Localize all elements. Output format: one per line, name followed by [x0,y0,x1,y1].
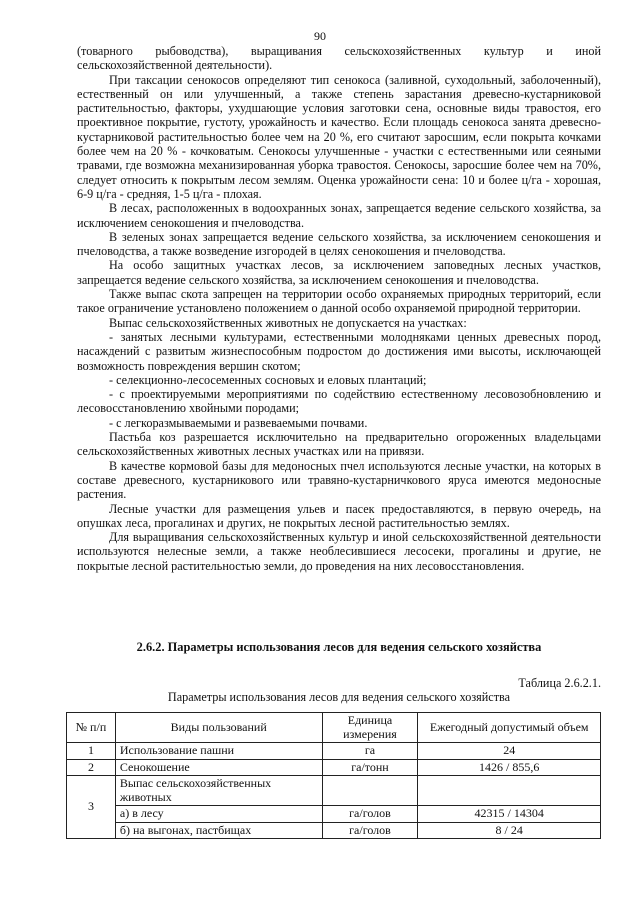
cell-usage-type: Использование пашни [115,743,322,760]
cell-group-title: Выпас сельскохозяйственных животных [115,776,322,806]
paragraph: Для выращивания сельскохозяйственных культур и иной сельскохозяйственной деятельности используются нелесные земли, а также необлесившиеся лесосеки, прогалины и другие, не покрытые лесной растительностью земли, до проведения на них лесовосстановления. [77,530,601,573]
table-caption: Параметры использования лесов для ведения сельского хозяйства [167,690,511,704]
section-title: 2.6.2. Параметры использования лесов для ведения сельского хозяйства [136,640,542,654]
table-row [67,759,601,776]
cell-number: 2 [67,759,116,776]
paragraph: В лесах, расположенных в водоохранных зонах, запрещается ведение сельского хозяйства, за исключением сенокошения и пчеловодства. [77,201,601,230]
cell-empty [322,776,418,806]
cell-unit: га/тонн [322,759,418,776]
paragraph: В зеленых зонах запрещается ведение сельского хозяйства, за исключением сенокошения и пчеловодства, а также возведение изгородей в целях сенокошения и пчеловодства. [77,229,601,259]
cell-volume: 8 / 24 [418,822,601,839]
parameters-table [66,712,601,839]
paragraph: Пастьба коз разрешается исключительно на предварительно огороженных владельцами сельскохозяйственных животных лесных участках или на привязи. [77,430,601,459]
cell-empty [418,776,601,806]
header-annual-volume: Ежегодный допустимый объем [418,713,601,743]
cell-usage-type: б) на выгонах, пастбищах [115,822,322,839]
paragraph: При таксации сенокосов определяют тип сенокоса (заливной, суходольный, заболоченный), естественный он или улучшенный, а также степень зарастания древесно-кустарниковой растительностью, факторы, ухудшающие условия заготовки сена, основные виды травостоя, его проективное покрытие, густоту, урожайность и качество. Если площадь сенокоса занята древесно-кустарниковой растительностью более чем на 20 %, его считают заросшим, если покрыта кочками более чем на 20 % - кочковатым. Сенокосы улучшенные - участки с естественными или сеяными травами, где возможна механизированная уборка травостоя. Сенокосы, заросшие более чем на 70%, следует относить к покрытым лесом землям. Оценка урожайности сена: 10 и более ц/га - хорошая, 6-9 ц/га - средняя, 1-5 ц/га - плохая. [77,72,601,201]
list-item: - занятых лесными культурами, естественными молодняками ценных древесных пород, насаждений с развитым жизнеспособным подростом до достижения ими высоты, исключающей возможность повреждения вершин скотом; [77,329,601,373]
cell-number: 1 [67,743,116,760]
body-text [77,44,601,573]
cell-unit: га/голов [322,822,418,839]
cell-unit: га [322,743,418,760]
paragraph: (товарного рыбоводства), выращивания сельскохозяйственных культур и иной сельскохозяйственной деятельности). [77,44,601,73]
header-usage-type: Виды пользований [115,713,322,743]
list-item: - селекционно-лесосеменных сосновых и еловых плантаций; [109,372,427,387]
table-row [67,743,601,760]
paragraph: Также выпас скота запрещен на территории особо охраняемых природных территорий, если такое ограничение установлено положением о данной особо охраняемой природной территории. [77,287,601,316]
cell-unit: га/голов [322,806,418,823]
header-number: № п/п [67,713,116,743]
cell-number: 3 [67,776,116,839]
paragraph: В качестве кормовой базы для медоносных пчел используются лесные участки, на которых в составе древесного, кустарникового или травяно-кустарничкового яруса имеются медоносные растения. [77,458,601,502]
header-unit: Единица измерения [322,713,418,743]
list-item: - с проектируемыми мероприятиями по содействию естественному лесовозобновлению и лесовосстановлению хвойными породами; [77,387,601,416]
paragraph: Выпас сельскохозяйственных животных не допускается на участках: [109,315,467,330]
page-number: 90 [314,29,326,43]
table-header-row [67,713,601,743]
paragraph: На особо защитных участках лесов, за исключением заповедных лесных участков, запрещается ведение сельского хозяйства, за исключением сенокошения и пчеловодства. [77,258,601,287]
cell-volume: 1426 / 855,6 [418,759,601,776]
cell-usage-type: а) в лесу [115,806,322,823]
table-row [67,806,601,823]
cell-usage-type: Сенокошение [115,759,322,776]
cell-volume: 42315 / 14304 [418,806,601,823]
table-row [67,822,601,839]
table-row [67,776,601,806]
cell-volume: 24 [418,743,601,760]
paragraph: Лесные участки для размещения ульев и пасек предоставляются, в первую очередь, на опушках леса, прогалинах и других, не покрытых лесной растительностью землях. [77,501,601,530]
table-number: Таблица 2.6.2.1. [518,676,601,690]
list-item: - с легкоразмываемыми и развеваемыми почвами. [109,415,368,430]
